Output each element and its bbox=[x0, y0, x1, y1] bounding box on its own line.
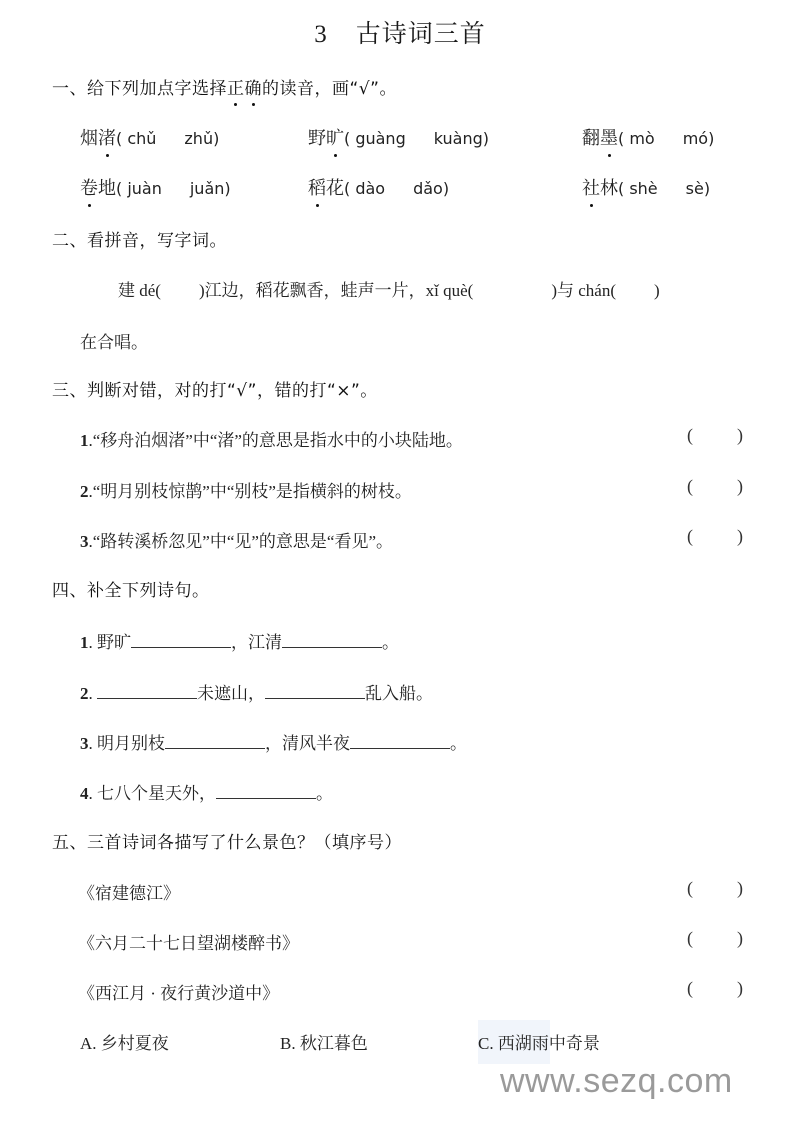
dotted-char: 确 bbox=[245, 74, 263, 99]
fill-blank[interactable] bbox=[216, 782, 316, 799]
text-segment: . 明月别枝 bbox=[88, 734, 165, 753]
pinyin-option[interactable]: guàng bbox=[355, 129, 406, 148]
text-segment: 乱入船。 bbox=[365, 684, 433, 703]
pinyin-option[interactable]: dào bbox=[355, 179, 386, 198]
char: 林 bbox=[600, 178, 618, 198]
section3-heading: 三、判断对错，对的打“√”，错的打“×”。 bbox=[52, 381, 378, 401]
poem-fill-item bbox=[80, 679, 433, 704]
item-text: .“移舟泊烟渚”中“渚”的意思是指水中的小块陆地。 bbox=[88, 431, 463, 450]
dotted-char: 渚 bbox=[98, 124, 116, 150]
text-segment: 未遮山， bbox=[197, 684, 265, 703]
fill-blank[interactable] bbox=[97, 682, 197, 699]
fill-blank[interactable] bbox=[165, 732, 265, 749]
pinyin-option[interactable]: chǔ bbox=[127, 129, 157, 148]
answer-box[interactable]: ( ) bbox=[687, 878, 743, 898]
dotted-char: 社 bbox=[582, 174, 600, 200]
item-number: 2 bbox=[80, 482, 89, 501]
heading-text: 的读音，画“√”。 bbox=[262, 79, 397, 99]
text-segment: 。 bbox=[316, 784, 333, 803]
section4-heading: 四、补全下列诗句。 bbox=[52, 581, 210, 601]
item-number: 4 bbox=[80, 784, 89, 803]
pinyin-option[interactable]: mò bbox=[629, 129, 655, 148]
poem-fill-item bbox=[80, 779, 333, 804]
pinyin-option[interactable]: zhǔ bbox=[184, 129, 214, 148]
dotted-char: 稻 bbox=[308, 174, 326, 200]
option-a: A. 乡村夏夜 bbox=[80, 1034, 169, 1053]
pinyin-item[interactable]: 烟渚( chǔ zhǔ) bbox=[80, 124, 219, 150]
pinyin-item[interactable]: 野旷( guàng kuàng) bbox=[308, 124, 489, 150]
lesson-title: 古诗词三首 bbox=[355, 19, 486, 48]
section1-heading bbox=[52, 74, 397, 99]
pinyin-item[interactable]: 翻墨( mò mó) bbox=[582, 124, 714, 150]
pinyin-option[interactable]: juǎn bbox=[189, 179, 225, 198]
pinyin-option[interactable]: dǎo bbox=[413, 179, 443, 198]
option-c: C. 西湖雨中奇景 bbox=[478, 1034, 600, 1053]
section5-heading: 五、三首诗词各描写了什么景色？（填序号） bbox=[52, 833, 402, 853]
pinyin-option[interactable]: shè bbox=[629, 179, 658, 198]
fill-blank[interactable] bbox=[282, 631, 382, 648]
text-segment: )与 chán( bbox=[551, 281, 616, 300]
pinyin-option[interactable]: kuàng bbox=[433, 129, 483, 148]
char: 野 bbox=[308, 128, 326, 148]
text-segment: . bbox=[88, 684, 97, 703]
answer-box[interactable]: ( ) bbox=[687, 928, 743, 948]
fill-blank[interactable] bbox=[131, 631, 231, 648]
section2-heading: 二、看拼音，写字词。 bbox=[52, 231, 227, 251]
pinyin-item[interactable]: 社林( shè sè) bbox=[582, 174, 710, 200]
item-number: 3 bbox=[80, 532, 89, 551]
heading-text: 一、给下列加点字选择 bbox=[52, 79, 227, 99]
pinyin-option[interactable]: mó bbox=[682, 129, 709, 148]
dotted-char: 正 bbox=[227, 74, 245, 99]
pinyin-item[interactable]: 卷地( juàn juǎn) bbox=[80, 174, 231, 200]
fill-blank[interactable] bbox=[350, 732, 450, 749]
option-b: B. 秋江暮色 bbox=[280, 1034, 368, 1053]
judgement-item bbox=[80, 426, 463, 451]
poem-title: 《宿建德江》 bbox=[78, 884, 180, 903]
dotted-char: 卷 bbox=[80, 174, 98, 200]
pinyin-write-line bbox=[118, 276, 660, 301]
poem-title: 《六月二十七日望湖楼醉书》 bbox=[78, 934, 299, 953]
fill-blank[interactable] bbox=[265, 682, 365, 699]
char: 地 bbox=[98, 178, 116, 198]
answer-box[interactable]: ( ) bbox=[687, 425, 743, 445]
text-segment: . 野旷 bbox=[88, 633, 131, 652]
answer-box[interactable]: ( ) bbox=[687, 476, 743, 496]
char: 烟 bbox=[80, 128, 98, 148]
poem-title: 《西江月 · 夜行黄沙道中》 bbox=[78, 984, 280, 1003]
text-segment: 。 bbox=[450, 734, 467, 753]
answer-box[interactable]: ( ) bbox=[687, 978, 743, 998]
text-segment: ) bbox=[653, 281, 660, 300]
pinyin-option[interactable]: sè bbox=[685, 179, 704, 198]
item-number: 3 bbox=[80, 734, 89, 753]
page-title bbox=[0, 14, 800, 50]
answer-box[interactable]: ( ) bbox=[687, 526, 743, 546]
item-text: .“路转溪桥忽见”中“见”的意思是“看见”。 bbox=[88, 532, 394, 551]
item-number: 1 bbox=[80, 633, 89, 652]
judgement-item bbox=[80, 527, 393, 552]
poem-fill-item bbox=[80, 729, 467, 754]
text-segment: 。 bbox=[382, 633, 399, 652]
dotted-char: 旷 bbox=[326, 124, 344, 150]
judgement-item bbox=[80, 477, 412, 502]
char: 翻 bbox=[582, 128, 600, 148]
text-segment: ，清风半夜 bbox=[265, 734, 350, 753]
watermark: www.sezq.com bbox=[500, 1062, 733, 1100]
dotted-char: 墨 bbox=[600, 124, 618, 150]
pinyin-option[interactable]: juàn bbox=[127, 179, 162, 198]
pinyin-item[interactable]: 稻花( dào dǎo) bbox=[308, 174, 449, 200]
item-text: .“明月别枝惊鹊”中“别枝”是指横斜的树枝。 bbox=[88, 482, 412, 501]
text-segment: ，江清 bbox=[231, 633, 282, 652]
text-segment: )江边，稻花飘香，蛙声一片，xǐ què( bbox=[198, 281, 474, 300]
text-segment: . 七八个星天外， bbox=[88, 784, 216, 803]
lesson-number: 3 bbox=[314, 21, 328, 48]
text-segment: 建 dé( bbox=[118, 281, 161, 300]
poem-fill-item bbox=[80, 628, 399, 653]
pinyin-write-line-2: 在合唱。 bbox=[80, 333, 148, 352]
item-number: 1 bbox=[80, 431, 89, 450]
item-number: 2 bbox=[80, 684, 89, 703]
char: 花 bbox=[326, 178, 344, 198]
